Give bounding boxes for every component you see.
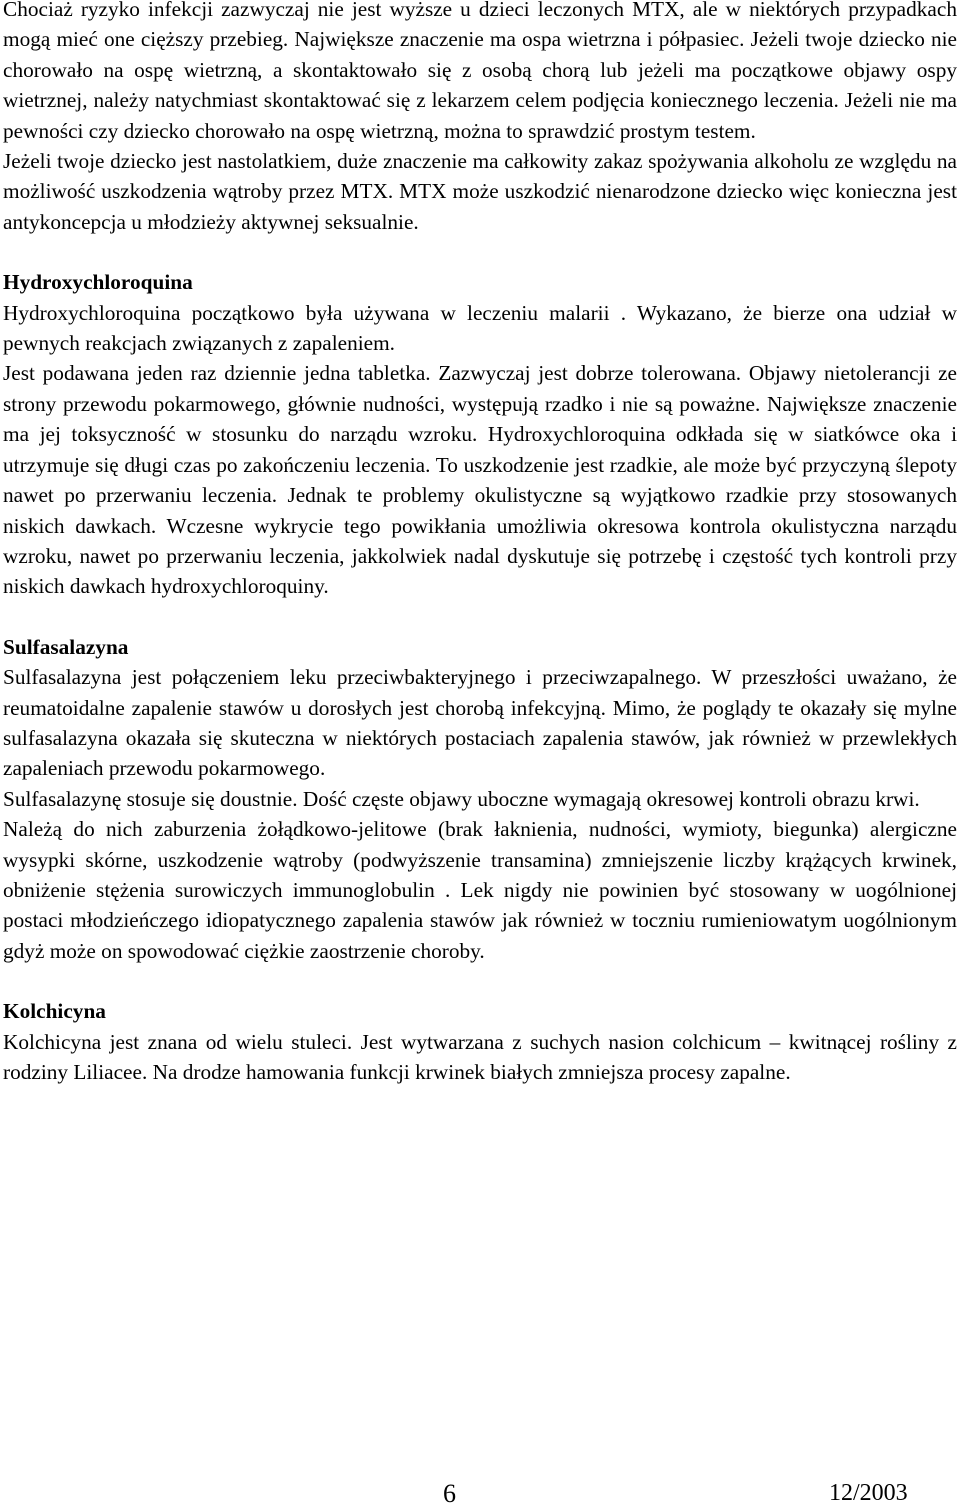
sulfasalazine-paragraph-side-effects: Należą do nich zaburzenia żołądkowo-jelitowe (brak łaknienia, nudności, wymioty, biegunka) alergiczne wysypki skórne, uszkodzenie wątroby (podwyższenie transamina) zmniejszenie liczby krążących krwinek, obniżenie stężenia surowiczych immunoglobulin . Lek nigdy nie powinien być stosowany w uogólnionej postaci młodzieńczego idiopatycznego zapalenia stawów jak również w toczniu rumieniowatym uogólnionym gdyż może on spowodować ciężkie zaostrzenie choroby. [3,817,957,963]
footer-date: 12/2003 [829,1480,908,1506]
document-page [3,0,957,1087]
hydroxychloroquine-paragraph-dosage: Jest podawana jeden raz dziennie jedna tabletka. Zazwyczaj jest dobrze tolerowana. Objawy nietolerancji ze strony przewodu pokarmowego, głównie nudności, występują rzadko i nie są poważne. Największe znaczenie ma jej toksyczność w stosunku do narządu wzroku. Hydroxychloroquina odkłada się w siatkówce oka i utrzymuje się długi czas po zakończeniu leczenia. To uszkodzenie jest rzadkie, ale może być przyczyną ślepoty nawet po przerwaniu leczenia. Jednak te problemy okulistyczne są wyjątkowo rzadkie przy stosowanych niskich dawkach. Wczesne wykrycie tego powikłania umożliwia okresowa kontrola okulistyczna narządu wzroku, nawet po przerwaniu leczenia, jakkolwiek nadal dyskutuje się potrzebę i częstość tych kontroli przy niskich dawkach hydroxychloroquiny. [3,361,957,599]
sulfasalazine-paragraph-administration: Sulfasalazynę stosuje się doustnie. Dość częste objawy uboczne wymagają okresowej kontroli obrazu krwi. [3,786,920,811]
page-number: 6 [443,1479,456,1508]
hydroxychloroquine-paragraph-intro: Hydroxychloroquina początkowo była używana w leczeniu malarii . Wykazano, że bierze ona udział w pewnych reakcjach związanych z zapaleniem. [3,300,957,356]
section-heading-hydroxychloroquine: Hydroxychloroquina [3,270,193,295]
intro-paragraph-infection: Chociaż ryzyko infekcji zazwyczaj nie jest wyższe u dzieci leczonych MTX, ale w niektórych przypadkach mogą mieć one cięższy przebieg. Największe znaczenie ma ospa wietrzna i półpasiec. Jeżeli twoje dziecko nie chorowało na ospę wietrzną, a skontaktowało się z osobą chorą lub jeżeli ma początkowe objawy ospy wietrznej, należy natychmiast skontaktować się z lekarzem celem podjęcia koniecznego leczenia. Jeżeli nie ma pewności czy dziecko chorowało na ospę wietrzną, można to sprawdzić prostym testem. [3,0,957,143]
colchicine-paragraph: Kolchicyna jest znana od wielu stuleci. Jest wytwarzana z suchych nasion colchicum – kwitnącej rośliny z rodziny Liliacee. Na drodze hamowania funkcji krwinek białych zmniejsza procesy zapalne. [3,1029,957,1084]
intro-paragraph-teenagers: Jeżeli twoje dziecko jest nastolatkiem, duże znaczenie ma całkowity zakaz spożywania alkoholu ze względu na możliwość uszkodzenia wątroby przez MTX. MTX może uszkodzić nienarodzone dziecko więc konieczna jest antykoncepcja u młodzieży aktywnej seksualnie. [3,149,957,234]
section-heading-colchicine: Kolchicyna [3,999,106,1024]
sulfasalazine-paragraph-intro: Sulfasalazyna jest połączeniem leku przeciwbakteryjnego i przeciwzapalnego. W przeszłości uważano, że reumatoidalne zapalenie stawów u dorosłych jest chorobą infekcyjną. Mimo, że poglądy te okazały się mylne sulfasalazyna okazała się skuteczna w niektórych postaciach zapalenia stawów, jak również w przewlekłych zapaleniach przewodu pokarmowego. [3,665,957,781]
section-heading-sulfasalazine: Sulfasalazyna [3,634,129,659]
